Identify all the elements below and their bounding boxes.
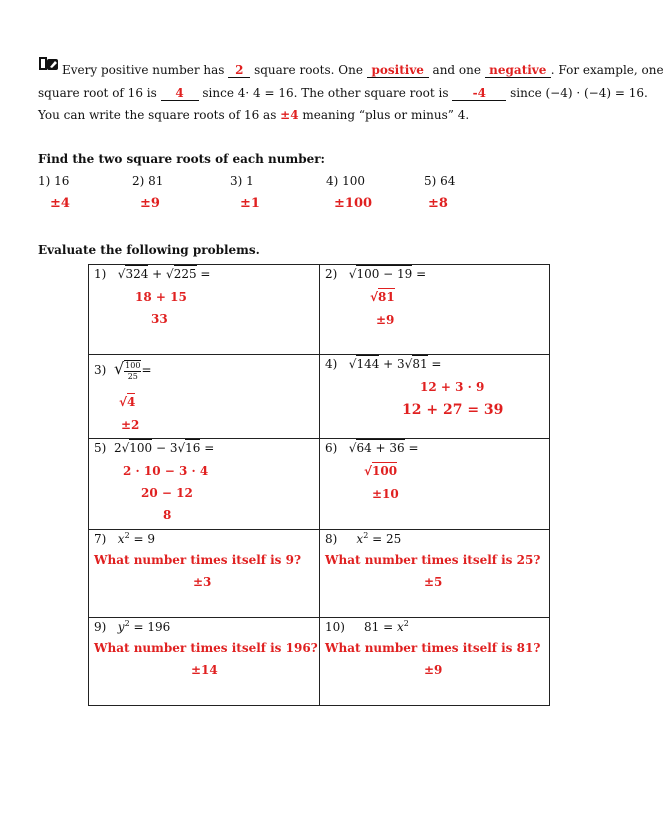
intro-text: meaning “plus or minus” 4. xyxy=(298,108,470,122)
problem-number: 2) xyxy=(325,267,338,281)
radicand: 324 xyxy=(125,267,149,281)
problem-number: 8) xyxy=(325,532,338,546)
intro-line-3 xyxy=(38,108,469,122)
problem-expression xyxy=(94,531,155,546)
intro-text: . For example, one xyxy=(550,63,664,77)
problem-number: 9) xyxy=(94,620,107,634)
answer-blank: positive xyxy=(367,64,429,78)
solution-step: ±10 xyxy=(372,487,399,501)
solution-step: 12 + 3 · 9 xyxy=(420,380,485,394)
operator: = xyxy=(412,267,427,281)
section1-heading: Find the two square roots of each number: xyxy=(38,152,325,166)
answer-blank: 4 xyxy=(161,87,199,101)
problem-label: 1) 16 xyxy=(38,174,70,188)
solution-step: ±9 xyxy=(376,313,395,327)
problem-number: 1) xyxy=(94,267,107,281)
coefficient: 2 xyxy=(113,441,122,455)
problem-expression xyxy=(325,619,409,634)
solution-step: √81 xyxy=(370,290,395,304)
answer-blank: negative xyxy=(485,64,551,78)
equation-rhs: = 196 xyxy=(129,620,171,634)
radicand: 64 + 36 xyxy=(356,441,405,455)
intro-text: square root of 16 is xyxy=(38,86,161,100)
problem-expression xyxy=(94,619,170,634)
fraction xyxy=(124,360,141,382)
solution-step: What number times itself is 25? xyxy=(325,553,541,567)
radicand: 100 xyxy=(372,464,398,478)
radicand: 225 xyxy=(173,267,197,281)
solution-step: 2 · 10 − 3 · 4 xyxy=(123,464,209,478)
intro-text: and one xyxy=(428,63,485,77)
problem-expression xyxy=(325,531,401,546)
solution-step: ±3 xyxy=(193,575,212,589)
answer-blank: -4 xyxy=(452,87,506,101)
intro-text: You can write the square roots of 16 as xyxy=(38,108,281,122)
variable: x xyxy=(356,532,364,546)
problem-cell-7 xyxy=(89,530,319,617)
problem-number: 4) xyxy=(325,357,338,371)
intro-text: square roots. One xyxy=(250,63,367,77)
radicand: 100 xyxy=(129,441,153,455)
operator: + xyxy=(148,267,167,281)
answer-text: ±100 xyxy=(334,196,373,211)
radicand: 100 − 19 xyxy=(356,267,413,281)
answer-blank: 2 xyxy=(228,64,250,78)
intro-text: Every positive number has xyxy=(62,63,229,77)
answer-text: ±1 xyxy=(240,196,260,211)
equation-rhs: = 9 xyxy=(129,532,155,546)
problem-label: 3) 1 xyxy=(230,174,254,188)
exponent: 2 xyxy=(124,619,130,628)
answer-text: ±4 xyxy=(50,196,70,211)
problem-grid xyxy=(88,264,550,706)
operator: = xyxy=(404,441,419,455)
sqrt-expression: √100 xyxy=(121,441,153,455)
solution-step: √4 xyxy=(119,395,136,409)
sqrt-expression: √225 xyxy=(166,267,197,281)
sqrt-expression: √100 − 19 xyxy=(348,267,413,281)
exponent: 2 xyxy=(124,531,130,540)
problem-number: 7) xyxy=(94,532,107,546)
sqrt-expression: √64 + 36 xyxy=(348,441,405,455)
sqrt-expression: √16 xyxy=(177,441,201,455)
intro-line-2 xyxy=(38,86,648,101)
problem-expression xyxy=(94,267,210,281)
answer-text: ±4 xyxy=(280,108,299,122)
problem-cell-10 xyxy=(320,618,550,705)
equation-rhs: = 25 xyxy=(368,532,402,546)
solution-step: 33 xyxy=(151,312,168,326)
problem-cell-5 xyxy=(89,439,319,529)
operator: = xyxy=(196,267,211,281)
numerator: 100 xyxy=(125,360,141,370)
sqrt-expression: √324 xyxy=(117,267,149,281)
solution-step: 12 + 27 = 39 xyxy=(402,402,504,418)
intro-line-1 xyxy=(62,63,664,78)
operator: − 3 xyxy=(152,441,178,455)
exponent: 2 xyxy=(403,619,409,628)
solution-step: 18 + 15 xyxy=(135,290,187,304)
radicand: 16 xyxy=(185,441,201,455)
problem-cell-9 xyxy=(89,618,319,705)
problem-label: 2) 81 xyxy=(132,174,164,188)
problem-number: 5) xyxy=(94,441,107,455)
solution-step: ±9 xyxy=(424,663,443,677)
problem-expression xyxy=(325,267,426,281)
operator: = xyxy=(200,441,215,455)
solution-step: ±5 xyxy=(424,575,443,589)
solution-step: What number times itself is 81? xyxy=(325,641,541,655)
solution-step: 8 xyxy=(163,508,172,522)
problem-expression xyxy=(94,441,214,455)
variable: x xyxy=(117,532,125,546)
section2-heading: Evaluate the following problems. xyxy=(38,243,260,257)
operator: = xyxy=(141,363,152,377)
solution-step: What number times itself is 196? xyxy=(94,641,318,655)
operator: = xyxy=(427,357,442,371)
solution-step: 20 − 12 xyxy=(141,486,193,500)
problem-cell-3 xyxy=(89,355,319,438)
operator: + 3 xyxy=(379,357,405,371)
equation-lhs: 81 = xyxy=(364,620,397,634)
exponent: 2 xyxy=(363,531,369,540)
solution-step: ±2 xyxy=(121,418,140,432)
radicand: 144 xyxy=(356,357,380,371)
answer-text: ±8 xyxy=(428,196,448,211)
problem-cell-2 xyxy=(320,265,550,354)
problem-cell-1 xyxy=(89,265,319,354)
denominator: 25 xyxy=(127,371,138,381)
radicand: 81 xyxy=(412,357,428,371)
sqrt-expression: √144 xyxy=(348,357,380,371)
solution-step: ±14 xyxy=(191,663,218,677)
solution-step: What number times itself is 9? xyxy=(94,553,301,567)
problem-expression: 3) √ $\frac{100}{25}$ = xyxy=(94,359,152,381)
problem-cell-4 xyxy=(320,355,550,438)
intro-text: since (−4) · (−4) = 16. xyxy=(506,86,648,100)
problem-number: 10) xyxy=(325,620,345,634)
answer-text: ±9 xyxy=(140,196,160,211)
problem-number: 3) xyxy=(94,363,107,377)
variable: x xyxy=(396,620,404,634)
problem-number: 6) xyxy=(325,441,338,455)
problem-expression xyxy=(325,441,419,455)
problem-cell-6 xyxy=(320,439,550,529)
problem-expression xyxy=(325,357,441,371)
solution-step: √100 xyxy=(364,464,398,478)
intro-text: since 4· 4 = 16. The other square root is xyxy=(198,86,453,100)
problem-label: 4) 100 xyxy=(326,174,366,188)
problem-cell-8 xyxy=(320,530,550,617)
radicand: 81 xyxy=(378,290,395,304)
problem-label: 5) 64 xyxy=(424,174,456,188)
sqrt-expression: √81 xyxy=(404,357,428,371)
pencil-note-icon xyxy=(38,56,60,72)
radicand: 4 xyxy=(127,395,136,409)
variable: y xyxy=(117,620,125,634)
